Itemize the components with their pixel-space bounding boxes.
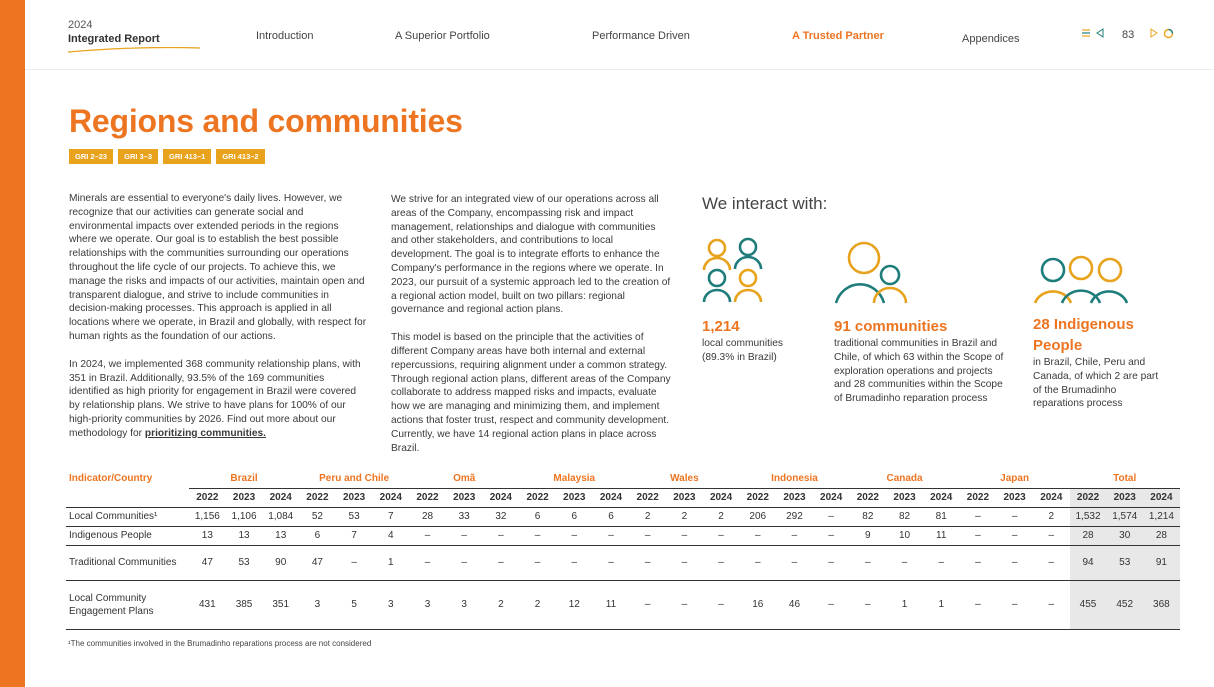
year-header: 2024	[703, 488, 740, 507]
table-cell: –	[446, 545, 483, 580]
table-cell: 351	[262, 580, 299, 629]
year-header: 2024	[1143, 488, 1180, 507]
table-footnote: ¹The communities involved in the Brumadinho reparations process are not considered	[68, 639, 372, 648]
table-cell: –	[629, 545, 666, 580]
year-header: 2024	[262, 488, 299, 507]
table-cell: –	[703, 526, 740, 545]
year-header: 2023	[886, 488, 923, 507]
gri-tag: GRI 3–3	[118, 149, 158, 164]
table-cell: 32	[483, 507, 520, 526]
brand-swoosh-icon	[68, 47, 202, 55]
table-cell: 11	[923, 526, 960, 545]
table-cell: 30	[1106, 526, 1143, 545]
table-cell: 368	[1143, 580, 1180, 629]
nav-link-introduction[interactable]: Introduction	[256, 30, 314, 42]
table-cell: –	[483, 526, 520, 545]
year-header: 2022	[189, 488, 226, 507]
table-cell: –	[556, 545, 593, 580]
table-row	[66, 526, 1180, 545]
table-cell: –	[629, 526, 666, 545]
table-cell: 82	[849, 507, 886, 526]
table-cell: –	[739, 545, 776, 580]
table-cell: 3	[299, 580, 336, 629]
table-cell: –	[629, 580, 666, 629]
table-cell: –	[960, 507, 997, 526]
table-cell: –	[1033, 545, 1070, 580]
table-cell: 292	[776, 507, 813, 526]
table-cell: 6	[519, 507, 556, 526]
table-cell: 1	[372, 545, 409, 580]
table-cell: 81	[923, 507, 960, 526]
stat-traditional-communities	[834, 240, 1004, 406]
stat-description: local communities (89.3% in Brazil)	[702, 338, 783, 363]
paragraph-text: In 2024, we implemented 368 community relationship plans, with 351 in Brazil. Additionally, 93.5% of the 169 communities identified as high priority for engagement in Brazil were covered by relationship plans. We strive to have plans for 100% of our high-priority communities by 2026. Find out more about our methodology for	[69, 358, 361, 439]
page-number: 83	[1122, 29, 1135, 41]
table-cell: –	[666, 545, 703, 580]
stat-description: traditional communities in Brazil and Chile, of which 63 within the Scope of exploration operations and projects and 28 communities within the Scope of Brumadinho reparation process	[834, 338, 1004, 405]
table-cell: 1	[923, 580, 960, 629]
report-brand[interactable]	[68, 19, 160, 46]
table-row	[66, 580, 1180, 629]
table-corner-label: Indicator/Country	[69, 473, 153, 484]
year-header: 2023	[336, 488, 373, 507]
table-cell: 53	[336, 507, 373, 526]
side-accent-strip	[0, 0, 25, 687]
report-name: Integrated Report	[68, 33, 160, 45]
table-cell: –	[703, 545, 740, 580]
country-header: Total	[1113, 472, 1137, 484]
table-cell: –	[739, 526, 776, 545]
table-cell: –	[960, 580, 997, 629]
gri-tag: GRI 2–23	[69, 149, 113, 164]
table-cell: –	[960, 526, 997, 545]
paragraph: This model is based on the principle that the activities of different Company areas have both internal and external repercussions, requiring alignment under a common strategy. Through regional action plans, different areas of the Company collaborate to address mapped risks and impacts, evaluate how we are managing and minimizing them, and implement actions that foster trust, respect and community development. Currently, we have 14 regional action plans in place across Brazil.	[391, 332, 671, 454]
table-cell: 3	[409, 580, 446, 629]
year-header: 2022	[960, 488, 997, 507]
year-header: 2023	[666, 488, 703, 507]
stat-local-communities	[702, 237, 812, 365]
table-cell: 28	[1070, 526, 1107, 545]
table-cell: –	[813, 507, 850, 526]
table-year-header	[66, 488, 1180, 507]
table-cell: –	[813, 526, 850, 545]
table-cell: 33	[446, 507, 483, 526]
gri-tag: GRI 413–1	[163, 149, 211, 164]
table-cell: 4	[372, 526, 409, 545]
report-year: 2024	[68, 19, 93, 31]
year-header: 2022	[849, 488, 886, 507]
table-cell: 6	[593, 507, 630, 526]
year-header: 2024	[593, 488, 630, 507]
next-page-icon[interactable]	[1149, 28, 1159, 38]
table-cell: 16	[739, 580, 776, 629]
table-cell: –	[923, 545, 960, 580]
year-header: 2023	[556, 488, 593, 507]
table-cell: 206	[739, 507, 776, 526]
table-cell: –	[519, 526, 556, 545]
table-cell: –	[409, 545, 446, 580]
table-cell: –	[849, 580, 886, 629]
country-header: Japan	[1000, 472, 1030, 484]
table-cell: –	[666, 580, 703, 629]
table-cell: 1,106	[226, 507, 263, 526]
table-cell: –	[1033, 526, 1070, 545]
table-cell: –	[813, 580, 850, 629]
table-cell: 2	[1033, 507, 1070, 526]
year-header: 2022	[299, 488, 336, 507]
row-label: Traditional Communities	[66, 545, 189, 580]
paragraph	[69, 358, 367, 441]
table-cell: 1	[886, 580, 923, 629]
year-header: 2023	[996, 488, 1033, 507]
table-cell: 1,574	[1106, 507, 1143, 526]
table-cell: 47	[299, 545, 336, 580]
stat-value: 1,214	[702, 318, 740, 335]
nav-link-performance-driven[interactable]: Performance Driven	[592, 30, 690, 42]
stat-value: 91 communities	[834, 318, 948, 335]
year-header: 2024	[483, 488, 520, 507]
country-header: Malaysia	[553, 472, 596, 484]
table-row	[66, 507, 1180, 526]
table-cell: 1,532	[1070, 507, 1107, 526]
table-cell: 452	[1106, 580, 1143, 629]
year-header: 2022	[739, 488, 776, 507]
table-cell: 13	[262, 526, 299, 545]
paragraph: We strive for an integrated view of our operations across all areas of the Company, encompassing risk and impact management, relationships and dialogue with communities and other stakeholders, and contributions to local development. The goal is to integrate efforts to enhance the Company's performance in the regions where we operate. In 2023, our pursuit of a systemic approach led to the creation of a regional action model, built on two pillars: regional governance and regional action plans.	[391, 194, 671, 316]
intro-column-middle	[391, 193, 673, 455]
country-header: Omã	[453, 472, 476, 484]
table-cell: 82	[886, 507, 923, 526]
gri-tag: GRI 413–2	[216, 149, 264, 164]
nav-link-superior-portfolio[interactable]: A Superior Portfolio	[395, 30, 490, 42]
table-cell: –	[556, 526, 593, 545]
table-cell: –	[519, 545, 556, 580]
stat-description: in Brazil, Chile, Peru and Canada, of which 2 are part of the Brumadinho reparations process	[1033, 357, 1159, 410]
table-cell: 385	[226, 580, 263, 629]
table-cell: –	[593, 526, 630, 545]
gri-tag-row	[69, 149, 265, 164]
previous-page-icon[interactable]	[1095, 28, 1105, 38]
table-cell: 9	[849, 526, 886, 545]
table-cell: 47	[189, 545, 226, 580]
table-cell: 7	[336, 526, 373, 545]
table-cell: 10	[886, 526, 923, 545]
table-cell: 431	[189, 580, 226, 629]
table-cell: –	[813, 545, 850, 580]
table-cell: –	[996, 507, 1033, 526]
home-circle-icon[interactable]	[1163, 28, 1174, 39]
group-three-people-icon	[1033, 255, 1129, 305]
year-header: 2024	[1033, 488, 1070, 507]
year-header: 2023	[226, 488, 263, 507]
table-cell: –	[1033, 580, 1070, 629]
table-cell: –	[849, 545, 886, 580]
year-header: 2022	[409, 488, 446, 507]
table-cell: 2	[483, 580, 520, 629]
table-cell: 5	[336, 580, 373, 629]
table-cell: 2	[666, 507, 703, 526]
table-cell: 90	[262, 545, 299, 580]
group-four-people-icon	[702, 237, 772, 305]
table-cell: 91	[1143, 545, 1180, 580]
country-header: Wales	[670, 472, 699, 484]
country-header: Peru and Chile	[319, 472, 390, 484]
table-cell: 455	[1070, 580, 1107, 629]
table-cell: 1,214	[1143, 507, 1180, 526]
nav-link-appendices[interactable]: Appendices	[962, 33, 1020, 45]
table-cell: 13	[189, 526, 226, 545]
stat-value: 28 Indigenous People	[1033, 316, 1134, 354]
table-cell: –	[703, 580, 740, 629]
top-navigation-bar	[25, 0, 1214, 70]
table-cell: –	[996, 580, 1033, 629]
table-country-header	[66, 469, 1180, 488]
table-cell: –	[960, 545, 997, 580]
group-two-people-icon	[834, 240, 910, 305]
intro-column-left	[69, 192, 367, 441]
year-header: 2022	[629, 488, 666, 507]
table-cell: 2	[629, 507, 666, 526]
table-cell: 53	[226, 545, 263, 580]
table-cell: 28	[409, 507, 446, 526]
year-header: 2022	[519, 488, 556, 507]
table-cell: 12	[556, 580, 593, 629]
table-cell: 3	[446, 580, 483, 629]
table-cell: 3	[372, 580, 409, 629]
prioritizing-communities-link[interactable]: prioritizing communities.	[144, 427, 267, 439]
table-cell: –	[336, 545, 373, 580]
table-cell: 1,156	[189, 507, 226, 526]
communities-table	[66, 469, 1180, 630]
table-cell: –	[996, 526, 1033, 545]
table-cell: –	[446, 526, 483, 545]
table-cell: –	[776, 526, 813, 545]
table-cell: –	[996, 545, 1033, 580]
row-label: Indigenous People	[66, 526, 189, 545]
year-header-blank	[66, 488, 189, 507]
year-header: 2024	[813, 488, 850, 507]
table-cell: –	[886, 545, 923, 580]
table-cell: 53	[1106, 545, 1143, 580]
table-cell: 1,084	[262, 507, 299, 526]
table-row	[66, 545, 1180, 580]
table-cell: –	[776, 545, 813, 580]
table-cell: –	[666, 526, 703, 545]
paragraph: Minerals are essential to everyone's daily lives. However, we recognize that our activities can generate social and environmental impacts over extended periods in the regions where we operate. Our goal is to establish the best possible relationships with the communities surrounding our operations throughout the life cycle of our projects. To achieve this, we manage the risks and impacts of our activities, maintain open and transparent dialogue, and strive to include communities in decision-making processes. This approach is applied in all locations where we operate, in Brazil and globally, with respect for human rights as the foundation of our actions.	[69, 193, 367, 342]
table-cell: 7	[372, 507, 409, 526]
table-cell: 11	[593, 580, 630, 629]
table-cell: –	[409, 526, 446, 545]
table-cell: 28	[1143, 526, 1180, 545]
table-cell: 2	[519, 580, 556, 629]
country-header: Canada	[886, 472, 923, 484]
table-cell: 6	[299, 526, 336, 545]
table-cell: 52	[299, 507, 336, 526]
year-header: 2024	[923, 488, 960, 507]
nav-link-trusted-partner[interactable]: A Trusted Partner	[792, 30, 884, 42]
table-cell: 6	[556, 507, 593, 526]
menu-icon[interactable]	[1081, 28, 1091, 38]
table-cell: 13	[226, 526, 263, 545]
country-header: Brazil	[230, 472, 258, 484]
row-label: Local Communities¹	[66, 507, 189, 526]
table-cell: 46	[776, 580, 813, 629]
year-header: 2023	[1106, 488, 1143, 507]
year-header: 2024	[372, 488, 409, 507]
table-cell: –	[593, 545, 630, 580]
year-header: 2023	[446, 488, 483, 507]
year-header: 2023	[776, 488, 813, 507]
row-label: Local Community Engagement Plans	[66, 580, 189, 629]
table-cell: 2	[703, 507, 740, 526]
country-header: Indonesia	[771, 472, 818, 484]
page-title: Regions and communities	[69, 103, 463, 139]
table-body	[66, 507, 1180, 629]
table-cell: –	[483, 545, 520, 580]
stat-indigenous-people	[1033, 255, 1168, 411]
table-cell: 94	[1070, 545, 1107, 580]
year-header: 2022	[1070, 488, 1107, 507]
interact-heading: We interact with:	[702, 194, 828, 213]
